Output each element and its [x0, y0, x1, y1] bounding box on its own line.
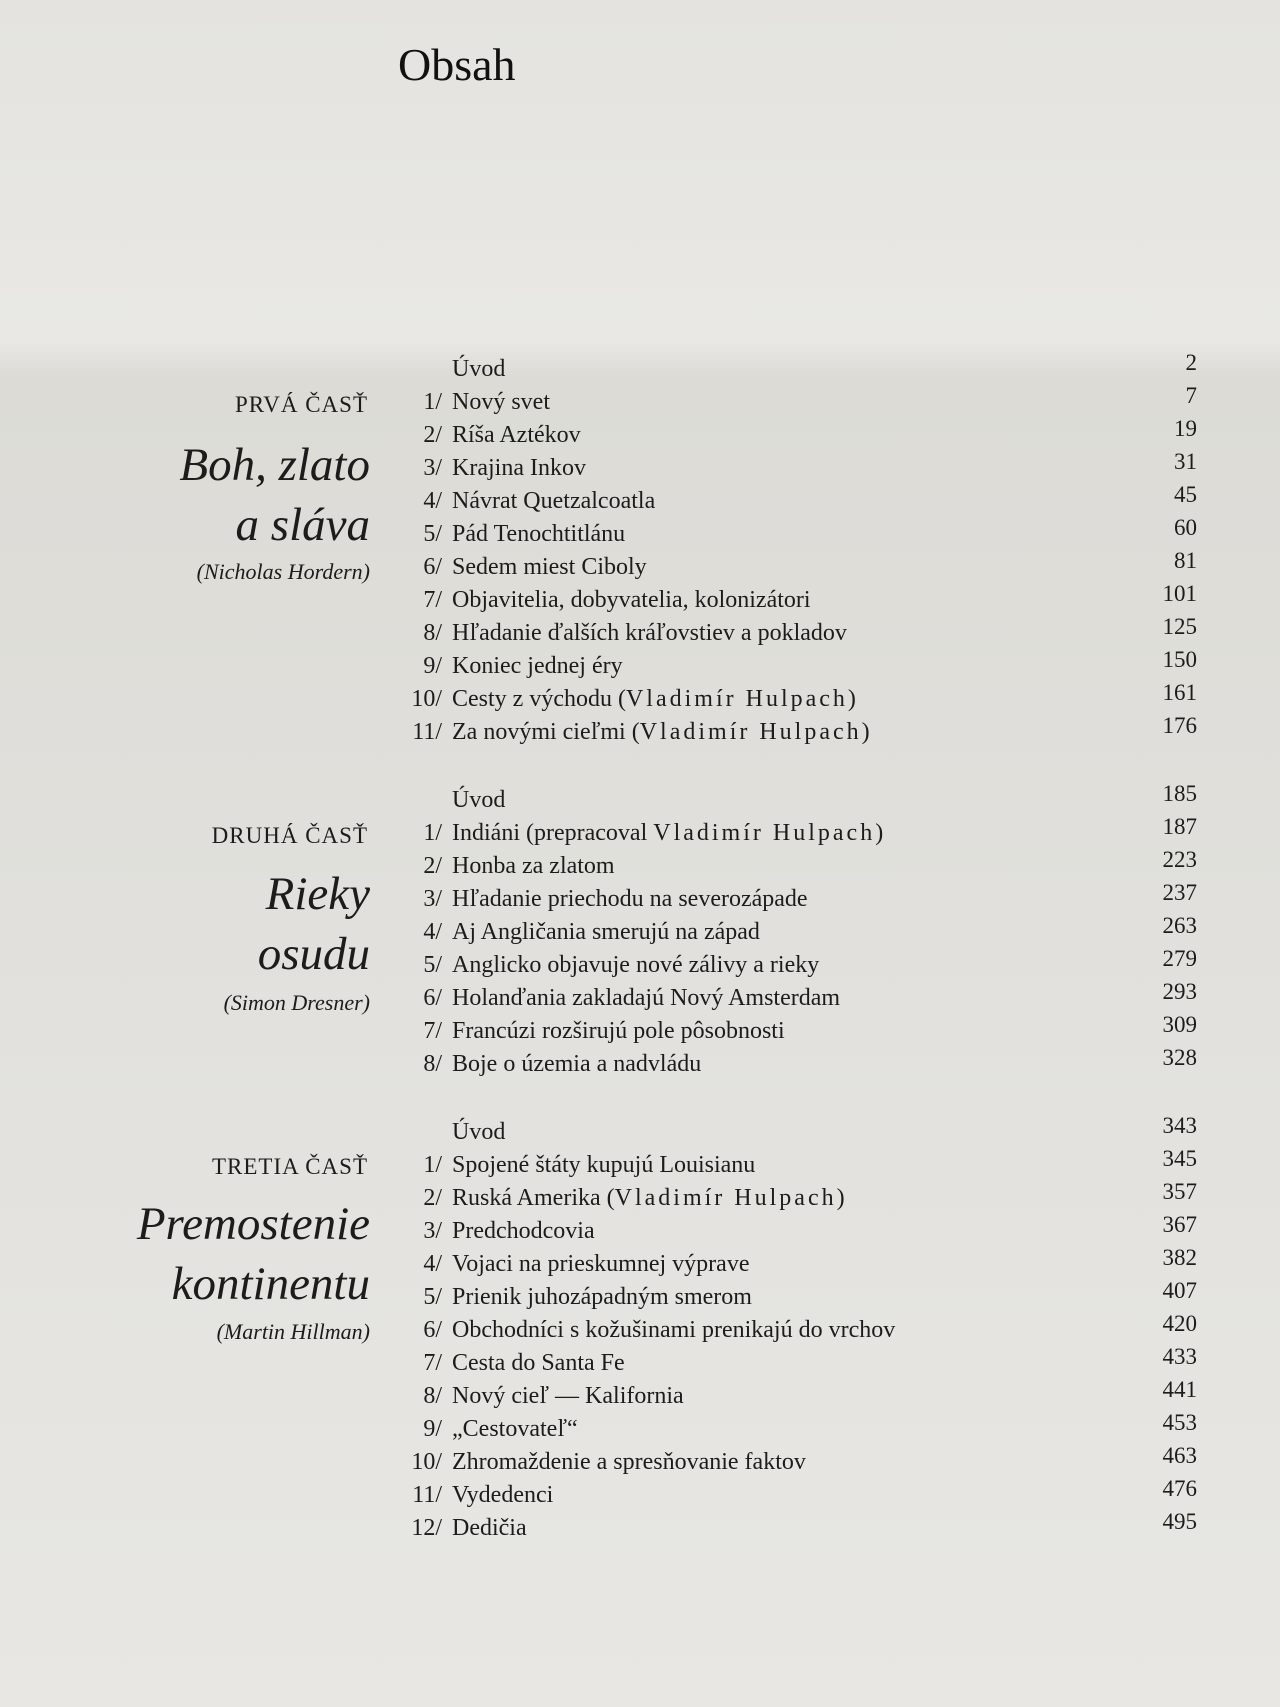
entry-page: 185: [1162, 781, 1197, 806]
toc-entry[interactable]: [0, 1179, 1280, 1218]
entry-number: 11/: [412, 719, 442, 745]
entry-number: 6/: [423, 554, 442, 580]
entry-title: Boje o územia a nadvládu: [452, 1051, 702, 1077]
toc-entry[interactable]: [0, 913, 1280, 952]
entry-title: Ríša Aztékov: [452, 422, 581, 448]
entry-number: 12/: [411, 1515, 442, 1541]
entry-page: 367: [1162, 1212, 1197, 1237]
part-label: TRETIA ČASŤ: [211, 1154, 368, 1179]
entry-page: 161: [1162, 680, 1197, 705]
entry-number: 5/: [423, 952, 442, 978]
entry-title: Krajina Inkov: [452, 455, 586, 481]
entry-title: Úvod: [452, 1119, 506, 1145]
toc-list: [0, 781, 1280, 1084]
toc-entry[interactable]: [0, 416, 1280, 455]
entry-contributor: Vladimír Hulpach: [614, 1185, 837, 1211]
entry-number: 1/: [423, 1152, 442, 1178]
entry-page: 223: [1162, 847, 1197, 872]
entry-title-text: Za novými cieľmi (: [452, 719, 640, 745]
entry-page: 19: [1174, 416, 1197, 441]
entry-title: Koniec jednej éry: [452, 653, 623, 679]
part-title-line2: kontinentu: [171, 1258, 370, 1310]
toc-entry[interactable]: [0, 1146, 1280, 1185]
toc-entry[interactable]: [0, 1212, 1280, 1251]
entry-number: 5/: [423, 1284, 442, 1310]
entry-page: 150: [1162, 647, 1197, 672]
entry-number: 4/: [423, 488, 442, 514]
entry-page: 293: [1162, 979, 1197, 1004]
toc-entry[interactable]: [0, 713, 1280, 752]
toc-entry[interactable]: [0, 880, 1280, 919]
entry-title: Obchodníci s kožušinami prenikajú do vrchov: [452, 1317, 896, 1343]
entry-contributor: Vladimír Hulpach: [653, 820, 876, 846]
toc-list: [0, 1113, 1280, 1548]
toc-entry[interactable]: [0, 581, 1280, 620]
toc-entry[interactable]: [0, 1344, 1280, 1383]
entry-title: Hľadanie priechodu na severozápade: [452, 886, 808, 912]
entry-page: 309: [1162, 1012, 1197, 1037]
entry-title: Vydedenci: [452, 1482, 554, 1508]
entry-title: Cesta do Santa Fe: [452, 1350, 625, 1376]
entry-page: 495: [1162, 1509, 1197, 1534]
entry-title: Hľadanie ďalších kráľovstiev a pokladov: [452, 620, 847, 646]
entry-page: 187: [1162, 814, 1197, 839]
entry-paren-close: ): [836, 1185, 845, 1211]
entry-title: „Cestovateľ“: [452, 1416, 578, 1442]
part-title-line2: a sláva: [235, 499, 370, 551]
entry-title: Aj Angličania smerujú na západ: [452, 919, 760, 945]
entry-title: Úvod: [452, 356, 506, 382]
entry-title: Predchodcovia: [452, 1218, 595, 1244]
entry-number: 8/: [423, 620, 442, 646]
entry-number: 11/: [412, 1482, 442, 1508]
entry-title: [452, 1185, 845, 1212]
toc-entry[interactable]: [0, 482, 1280, 521]
toc-entry[interactable]: [0, 614, 1280, 653]
entry-page: 476: [1162, 1476, 1197, 1501]
entry-page: 60: [1174, 515, 1197, 540]
toc-entry[interactable]: [0, 548, 1280, 587]
page-title: Obsah: [398, 39, 516, 90]
entry-number: 2/: [423, 422, 442, 448]
entry-number: 2/: [423, 853, 442, 879]
part-author: (Martin Hillman): [216, 1319, 370, 1344]
entry-title: Honba za zlatom: [452, 853, 615, 879]
entry-page: 237: [1162, 880, 1197, 905]
toc-entry[interactable]: [0, 1311, 1280, 1350]
entry-title: [452, 719, 870, 746]
entry-paren-close: ): [847, 686, 856, 712]
toc-entry[interactable]: [0, 847, 1280, 886]
toc-entry[interactable]: [0, 449, 1280, 488]
toc-entry[interactable]: [0, 979, 1280, 1018]
entry-page: 45: [1174, 482, 1197, 507]
entry-number: 10/: [411, 1449, 442, 1475]
entry-title: Návrat Quetzalcoatla: [452, 488, 656, 514]
entry-page: 125: [1162, 614, 1197, 639]
entry-title: [452, 820, 883, 847]
part-title-line1: Rieky: [265, 868, 370, 920]
toc-entry[interactable]: [0, 1245, 1280, 1284]
entry-title: Nový cieľ — Kalifornia: [452, 1383, 684, 1409]
entry-page: 81: [1174, 548, 1197, 573]
entry-page: 407: [1162, 1278, 1197, 1303]
part-title-line2: osudu: [257, 928, 370, 980]
part-author: (Simon Dresner): [223, 990, 370, 1015]
entry-title: Spojené štáty kupujú Louisianu: [452, 1152, 756, 1178]
part-author: (Nicholas Hordern): [196, 559, 370, 584]
toc-entry[interactable]: [0, 1278, 1280, 1317]
entry-title-text: Indiáni (prepracoval: [452, 820, 654, 846]
part-label: PRVÁ ČASŤ: [234, 392, 368, 417]
entry-page: 453: [1162, 1410, 1197, 1435]
entry-page: 463: [1162, 1443, 1197, 1468]
entry-title: Nový svet: [452, 389, 550, 415]
toc-entry[interactable]: [0, 1443, 1280, 1482]
toc-entry[interactable]: [0, 1045, 1280, 1084]
entry-page: 433: [1162, 1344, 1197, 1369]
entry-page: 343: [1162, 1113, 1197, 1138]
entry-page: 176: [1162, 713, 1197, 738]
entry-number: 9/: [423, 653, 442, 679]
entry-number: 1/: [423, 820, 442, 846]
entry-title: Francúzi rozširujú pole pôsobnosti: [452, 1018, 785, 1044]
entry-title: Vojaci na prieskumnej výprave: [452, 1251, 750, 1277]
entry-contributor: Vladimír Hulpach: [625, 686, 848, 712]
entry-number: 2/: [423, 1185, 442, 1211]
entry-title-text: Ruská Amerika (: [452, 1185, 615, 1211]
entry-number: 3/: [423, 455, 442, 481]
entry-paren-close: ): [875, 820, 884, 846]
entry-number: 7/: [423, 1350, 442, 1376]
entry-number: 4/: [423, 1251, 442, 1277]
toc-entry[interactable]: [0, 515, 1280, 554]
entry-number: 3/: [423, 886, 442, 912]
toc-entry[interactable]: [0, 946, 1280, 985]
entry-paren-close: ): [861, 719, 870, 745]
toc-entry[interactable]: [0, 1377, 1280, 1416]
entry-title: Dedičia: [452, 1515, 527, 1541]
entry-page: 328: [1162, 1045, 1197, 1070]
entry-number: 5/: [423, 521, 442, 547]
entry-title: Prienik juhozápadným smerom: [452, 1284, 752, 1310]
entry-title: Pád Tenochtitlánu: [452, 521, 626, 547]
toc-entry[interactable]: [0, 350, 1280, 389]
entry-number: 8/: [423, 1383, 442, 1409]
entry-title: [452, 686, 856, 713]
toc-entry[interactable]: [0, 647, 1280, 686]
part-label: DRUHÁ ČASŤ: [211, 823, 368, 848]
entry-title: Objavitelia, dobyvatelia, kolonizátori: [452, 587, 811, 613]
part-title-line1: Boh, zlato: [179, 439, 370, 491]
toc-entry[interactable]: [0, 383, 1280, 422]
entry-number: 1/: [423, 389, 442, 415]
entry-title: Sedem miest Ciboly: [452, 554, 647, 580]
entry-contributor: Vladimír Hulpach: [639, 719, 862, 745]
entry-number: 4/: [423, 919, 442, 945]
entry-page: 279: [1162, 946, 1197, 971]
entry-title: Úvod: [452, 787, 506, 813]
entry-number: 7/: [423, 1018, 442, 1044]
toc-entry[interactable]: [0, 1113, 1280, 1152]
entry-page: 382: [1162, 1245, 1197, 1270]
toc-entry[interactable]: [0, 1012, 1280, 1051]
toc-entry[interactable]: [0, 781, 1280, 820]
entry-page: 345: [1162, 1146, 1197, 1171]
part-title-line1: Premostenie: [136, 1198, 370, 1250]
entry-page: 31: [1174, 449, 1197, 474]
toc-entry[interactable]: [0, 1476, 1280, 1515]
toc-entry[interactable]: [0, 1509, 1280, 1548]
entry-title: Anglicko objavuje nové zálivy a rieky: [452, 952, 820, 978]
entry-title: Holanďania zakladajú Nový Amsterdam: [452, 985, 841, 1011]
entry-number: 6/: [423, 1317, 442, 1343]
entry-number: 6/: [423, 985, 442, 1011]
toc-entry[interactable]: [0, 814, 1280, 853]
entry-number: 10/: [411, 686, 442, 712]
toc-entry[interactable]: [0, 680, 1280, 719]
entry-page: 101: [1162, 581, 1197, 606]
entry-page: 263: [1162, 913, 1197, 938]
entry-number: 7/: [423, 587, 442, 613]
entry-number: 9/: [423, 1416, 442, 1442]
entry-number: 8/: [423, 1051, 442, 1077]
entry-title: Zhromaždenie a spresňovanie faktov: [452, 1449, 806, 1475]
toc-entry[interactable]: [0, 1410, 1280, 1449]
toc-list: [0, 350, 1280, 752]
entry-title-text: Cesty z východu (: [452, 686, 626, 712]
entry-page: 441: [1162, 1377, 1197, 1402]
entry-page: 420: [1162, 1311, 1197, 1336]
entry-page: 7: [1185, 383, 1197, 408]
entry-number: 3/: [423, 1218, 442, 1244]
entry-page: 357: [1162, 1179, 1197, 1204]
entry-page: 2: [1185, 350, 1197, 375]
